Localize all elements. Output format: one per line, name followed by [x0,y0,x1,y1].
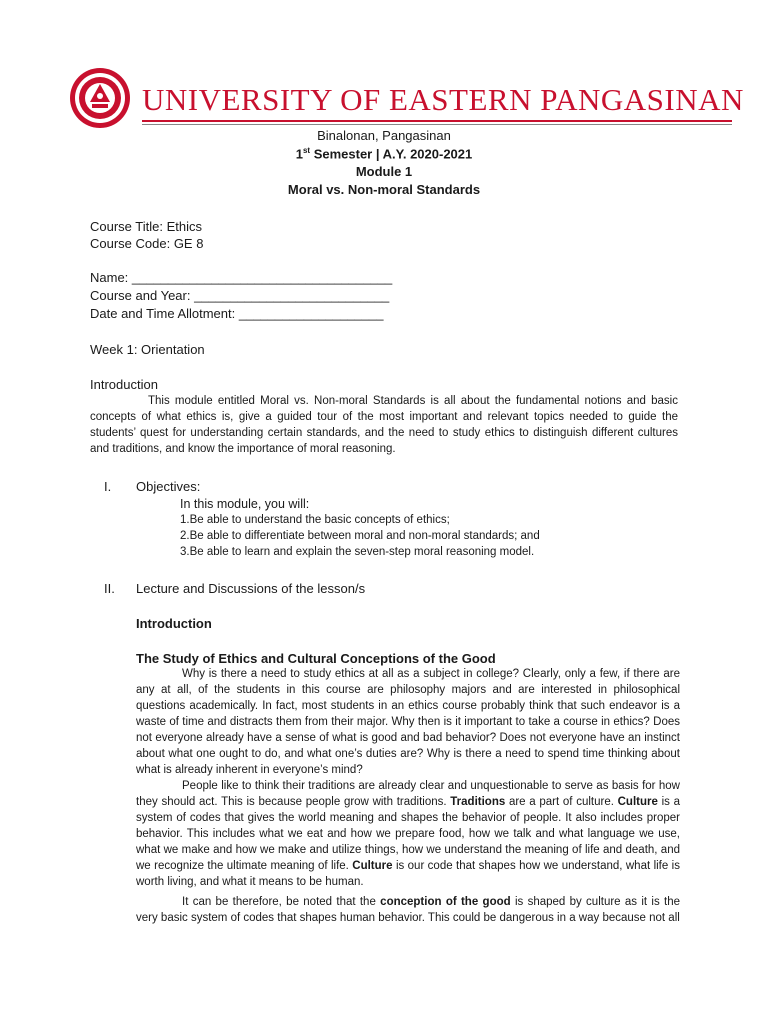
name-field: Name: ____________________________________ [90,270,393,285]
paragraph-text: is a system of codes that gives the world meaning and shapes the behavior of people. It also includes proper behavior. This includes what we eat and how we prepare food, how we talk and what language we use, what we make and how we make and utilize things, how we understand the meaning of life and death, and we recognize the ultimate meaning of life. [136,796,680,872]
lecture-numeral: II. [104,581,115,596]
semester-suffix: st [302,146,311,155]
semester [0,146,768,161]
study-heading: The Study of Ethics and Cultural Conceptions of the Good [136,651,496,666]
objective-item: 3.Be able to learn and explain the seven-step moral reasoning model. [180,546,535,558]
semester-text: Semester | A.Y. 2020-2021 [310,146,473,162]
paragraph-text: are a part of culture. [505,796,618,808]
paragraph-text: is our code that shapes how we understand, what life is worth living, and what it means to be human. [136,860,680,888]
date-time-field: Date and Time Allotment: ____________________ [90,306,384,321]
term-culture: Culture [617,796,658,808]
objective-item: 1.Be able to understand the basic concepts of ethics; [180,514,450,526]
lecture-paragraph-2 [136,778,680,890]
course-year-field: Course and Year: ___________________________ [90,288,390,303]
header-rule-thin [142,124,732,125]
module-number: Module 1 [355,164,413,179]
term-culture: Culture [352,860,393,872]
term-conception-of-good: conception of the good [380,896,511,908]
module-title: Moral vs. Non-moral Standards [287,182,481,197]
introduction-text: This module entitled Moral vs. Non-moral Standards is all about the fundamental notions and basic concepts of what ethics is, give a guided tour of the most important and relevant topics needed to guide the students’ quest for understanding certain standards, and the need to study ethics to distinguish different cultures and traditions, and know the importance of moral reasoning. [90,395,678,455]
letterhead [68,66,744,136]
header-rule [142,120,732,122]
lecture-intro-heading: Introduction [136,616,212,631]
objective-item: 2.Be able to differentiate between moral and non-moral standards; and [180,530,540,542]
objectives-numeral: I. [104,479,112,494]
university-name: UNIVERSITY OF EASTERN PANGASINAN [142,82,744,117]
course-code: Course Code: GE 8 [90,236,204,251]
location: Binalonan, Pangasinan [317,128,451,143]
lecture-label: Lecture and Discussions of the lesson/s [136,581,366,596]
introduction-label: Introduction [90,377,158,392]
objectives-label: Objectives: [136,479,201,494]
paragraph-text: People like to think their traditions are already clear and unquestionable to serve as basis for how they should act. This is because people grow with traditions. [136,780,680,808]
lecture-paragraph-1: Why is there a need to study ethics at all as a subject in college? Clearly, only a few, if there are any at all, of the students in this course are philosophy majors and are interested in philosophical questions academically. In fact, most students in an ethics course probably think that such endeavor is a waste of time and distracts them from their major. Why then is it important to take a course in ethics? Does not everyone already have a sense of what is good and bad behavior? Does not everyone have an instinct about what one ought to do, and what one’s duties are? Why is there a need to spend time thinking about what is already inherent in everyone’s mind? [136,668,680,776]
objectives-intro: In this module, you will: [180,497,310,511]
university-seal-icon [68,66,132,130]
paragraph-text: It can be therefore, be noted that the [182,896,381,908]
course-title: Course Title: Ethics [90,219,202,234]
semester-ordinal: 1 [295,146,303,162]
week-label: Week 1: Orientation [90,342,205,357]
term-traditions: Traditions [450,796,506,808]
lecture-paragraph-3 [136,894,680,926]
paragraph-text: is shaped by culture as it is the very basic system of codes that shapes human behavior. This could be dangerous in a way because not all [136,896,680,924]
